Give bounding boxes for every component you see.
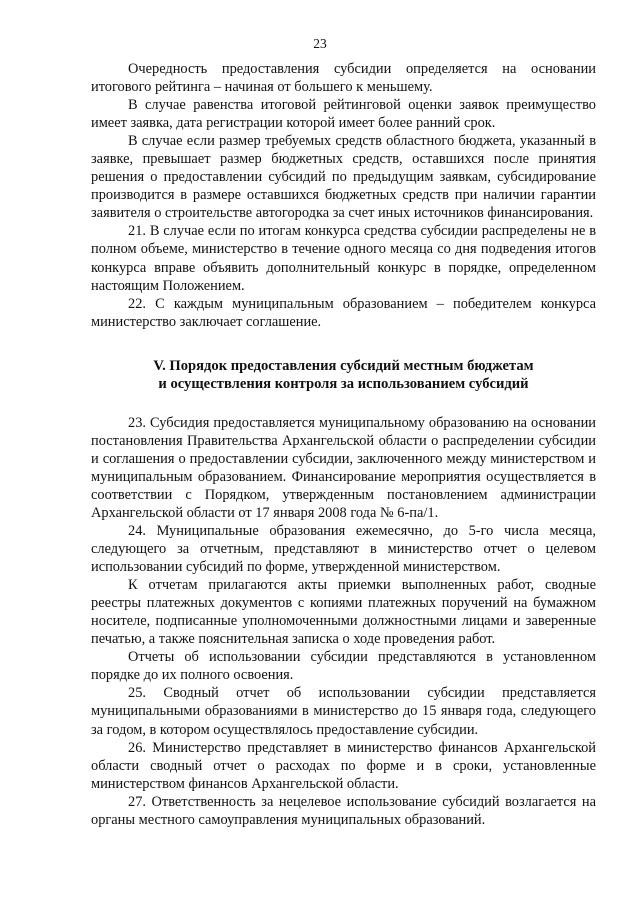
paragraph-reports-until-spent: Отчеты об использовании субсидии представляются в установленном порядке до их полного освоения. xyxy=(91,649,596,684)
paragraph-item-27: 27. Ответственность за нецелевое использование субсидий возлагается на органы местного самоуправления муниципальных образований. xyxy=(91,793,596,828)
document-body xyxy=(91,60,596,829)
paragraph-equal-rating: В случае равенства итоговой рейтинговой оценки заявок преимущество имеет заявка, дата регистрации которой имеет более ранний срок. xyxy=(91,97,596,132)
paragraph-report-attachments: К отчетам прилагаются акты приемки выполненных работ, сводные реестры платежных документов с копиями платежных поручений на бумажном носителе, подписанные уполномоченными должностными лицами и заверенные печатью, а также пояснительная записка о ходе проведения работ. xyxy=(91,577,596,648)
section-heading-line-1: V. Порядок предоставления субсидий местным бюджетам xyxy=(153,357,534,374)
paragraph-budget-exceeded: В случае если размер требуемых средств областного бюджета, указанный в заявке, превышает размер бюджетных средств, оставшихся после принятия решения о предоставлении субсидий по предыдущим заявкам, субсидирование производится в размере оставшихся бюджетных средств при наличии гарантии заявителя о строительстве автогородка за счет иных источников финансирования. xyxy=(91,133,596,222)
page-number: 23 xyxy=(313,36,327,51)
paragraph-item-26: 26. Министерство представляет в министерство финансов Архангельской области сводный отчет о расходах по форме и в сроки, установленные министерством финансов Архангельской области. xyxy=(91,739,596,792)
paragraph-item-25: 25. Сводный отчет об использовании субсидии представляется муниципальными образованиями в министерство до 15 января года, следующего за годом, в котором осуществлялось предоставление субсидии. xyxy=(91,685,596,738)
spacer xyxy=(91,393,596,414)
paragraph-item-24: 24. Муниципальные образования ежемесячно, до 5-го числа месяца, следующего за отчетным, представляют в министерство отчет о целевом использовании субсидий по форме, утвержденной министерством. xyxy=(91,522,596,576)
paragraph-item-23: 23. Субсидия предоставляется муниципальному образованию на основании постановления Правительства Архангельской области о распределении субсидии и соглашения о предоставлении субсидии, заключенного между министерством и муниципальным образованием. Финансирование мероприятия осуществляется в соответствии с Порядком, утвержденным постановлением администрации Архангельской области от 17 января 2008 года № 6-па/1. xyxy=(91,414,596,521)
section-heading xyxy=(91,357,596,393)
section-heading-line-2: и осуществления контроля за использованием субсидий xyxy=(158,375,529,392)
paragraph-item-21: 21. В случае если по итогам конкурса средства субсидии распределены не в полном объеме, министерство в течение одного месяца со дня подведения итогов конкурса вправе объявить дополнительный конкурс в порядке, определенном настоящим Положением. xyxy=(91,223,596,294)
paragraph-queue-order: Очередность предоставления субсидии определяется на основании итогового рейтинга – начиная от большего к меньшему. xyxy=(91,61,596,96)
paragraph-item-22: 22. С каждым муниципальным образованием – победителем конкурса министерство заключает соглашение. xyxy=(91,295,596,330)
spacer xyxy=(91,331,596,357)
